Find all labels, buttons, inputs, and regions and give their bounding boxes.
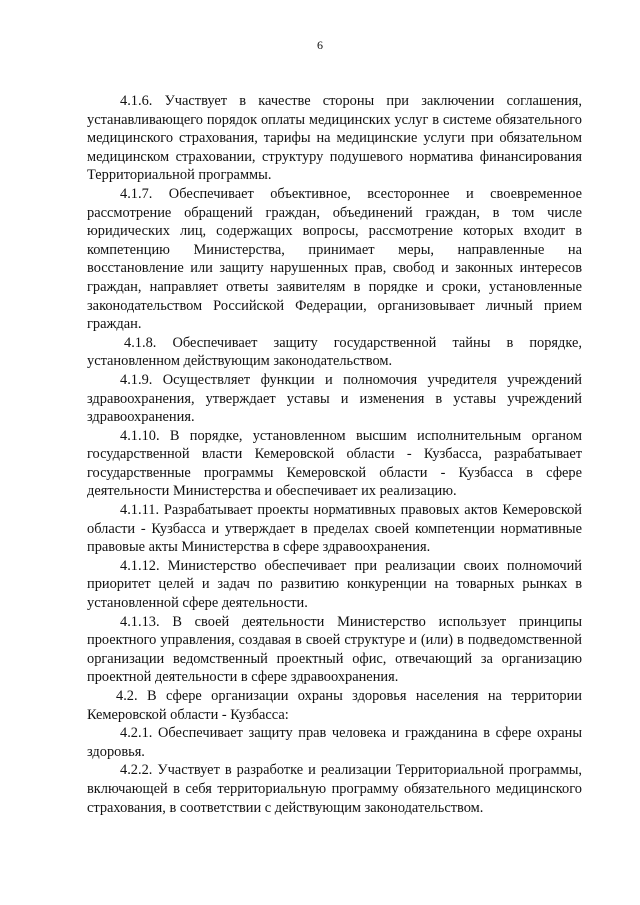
paragraph-4-1-9: 4.1.9. Осуществляет функции и полномочия учредителя учреждений здравоохранения, утверждает уставы и изменения в уставы учреждений здравоохранения.	[87, 371, 582, 426]
paragraph-4-2: 4.2. В сфере организации охраны здоровья населения на территории Кемеровской области - Кузбасса:	[87, 688, 582, 723]
paragraph-4-2-1: 4.2.1. Обеспечивает защиту прав человека и гражданина в сфере охраны здоровья.	[87, 725, 582, 760]
document-body	[87, 92, 582, 817]
paragraph-4-1-10: 4.1.10. В порядке, установленном высшим исполнительным органом государственной власти Кемеровской области - Кузбасса, разрабатывает государственные программы Кемеровской области - Кузбасса в сфере деятельности Министерства и обеспечивает их реализацию.	[87, 427, 582, 500]
paragraph-4-1-13: 4.1.13. В своей деятельности Министерство использует принципы проектного управления, создавая в своей структуре и (или) в подведомственной организации ведомственный проектный офис, отвечающий за организацию проектной деятельности в сфере здравоохранения.	[87, 613, 582, 686]
paragraph-4-1-8: 4.1.8. Обеспечивает защиту государственной тайны в порядке, установленном действующим законодательством.	[87, 334, 582, 370]
page-number: 6	[317, 38, 323, 52]
paragraph-4-1-12: 4.1.12. Министерство обеспечивает при реализации своих полномочий приоритет целей и задач по развитию конкуренции на товарных рынках в установленной сфере деятельности.	[87, 557, 582, 612]
paragraph-4-2-2: 4.2.2. Участвует в разработке и реализации Территориальной программы, включающей в себя территориальную программу обязательного медицинского страхования, в соответствии с действующим законодательством.	[87, 762, 582, 816]
paragraph-4-1-11: 4.1.11. Разрабатывает проекты нормативных правовых актов Кемеровской области - Кузбасса и утверждает в пределах своей компетенции нормативные правовые акты Министерства в сфере здравоохранения.	[87, 502, 582, 556]
paragraph-4-1-7: 4.1.7. Обеспечивает объективное, всестороннее и своевременное рассмотрение обращений граждан, объединений граждан, в том числе юридических лиц, содержащих вопросы, рассмотрение которых входит в компетенцию Министерства, принимает меры, направленные на восстановление или защиту нарушенных прав, свобод и законных интересов граждан, направляет ответы заявителям в порядке и сроки, установленные законодательством Российской Федерации, организовывает личный прием граждан.	[87, 185, 582, 333]
paragraph-4-1-6: 4.1.6. Участвует в качестве стороны при заключении соглашения, устанавливающего порядок оплаты медицинских услуг в системе обязательного медицинского страхования, тарифы на медицинские услуги при обязательном медицинском страховании, структуру подушевого норматива финансирования Территориальной программы.	[87, 93, 582, 184]
